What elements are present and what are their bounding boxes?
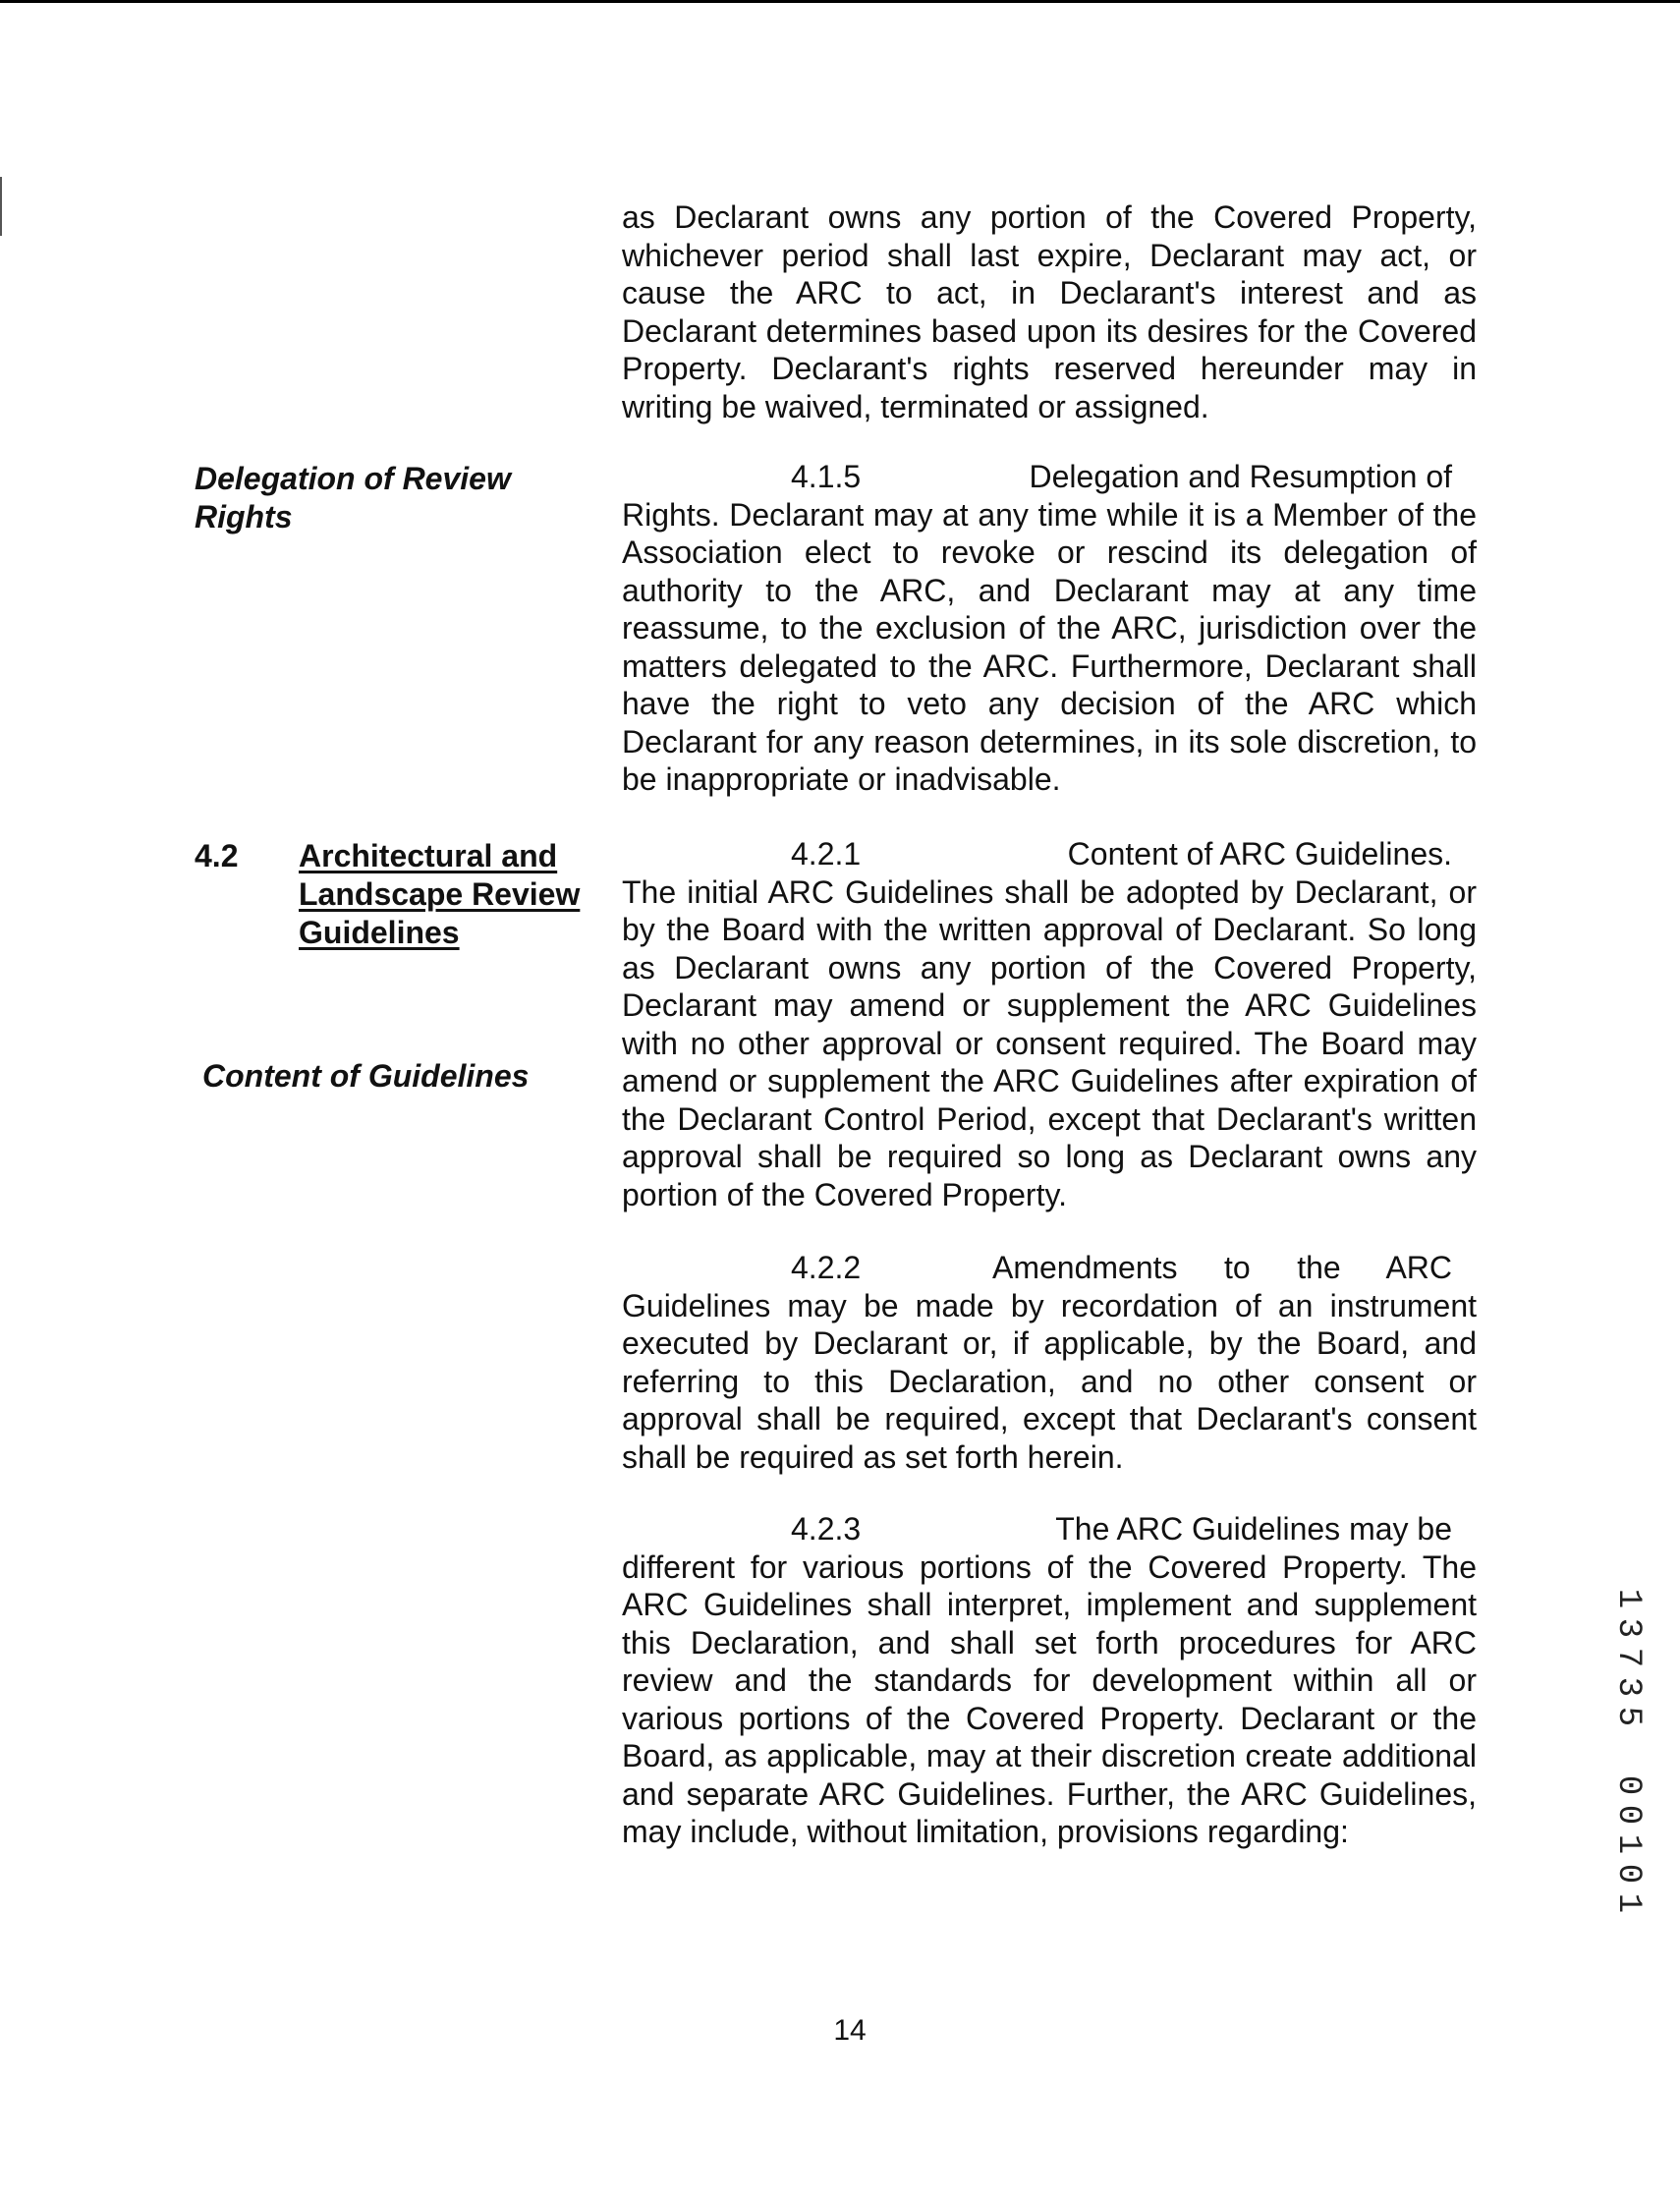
- stamp-digit: 3: [1609, 1617, 1647, 1639]
- paragraph-4-2-2-number: 4.2.2: [791, 1250, 862, 1285]
- section-title-line1: Architectural and: [299, 838, 558, 873]
- stamp-digit: 7: [1609, 1647, 1647, 1668]
- section-title-line3: Guidelines: [299, 915, 460, 950]
- side-heading-content-of-guidelines: Content of Guidelines: [202, 1058, 530, 1094]
- paragraph-4-2-1-lead: Content of ARC Guidelines.: [1067, 836, 1452, 872]
- side-heading-delegation-line2: Rights: [195, 499, 293, 535]
- page-number: 14: [833, 2014, 867, 2047]
- paragraph-4-1-5-body: Rights. Declarant may at any time while it is a Member of the Association elect to revoke or rescind its delegation of authority to the ARC, and Declarant may at any time reassume, to the exclusion of the ARC, jurisdiction over the matters delegated to the ARC. Furthermore, Declarant shall have the right to veto any decision of the ARC which Declarant for any reason determines, in its sole discretion, to be inappropriate or inadvisable.: [622, 496, 1477, 797]
- stamp-digit: 0: [1609, 1863, 1647, 1885]
- paragraph-4-2-3-lead: The ARC Guidelines may be: [1055, 1511, 1452, 1547]
- top-scan-edge: [0, 0, 1680, 3]
- paragraph-4-1-5-lead: Delegation and Resumption of: [1029, 459, 1452, 494]
- stamp-digit: 3: [1609, 1676, 1647, 1698]
- paragraph-4-2-2-lead: Amendments to the ARC: [992, 1250, 1452, 1285]
- stamp-digit: 1: [1609, 1588, 1647, 1609]
- section-heading-4-2: [195, 837, 617, 955]
- paragraph-4-2-3-number: 4.2.3: [791, 1511, 862, 1547]
- paragraph-4-2-1-body: The initial ARC Guidelines shall be adopted by Declarant, or by the Board with the written approval of Declarant. So long as Declarant owns any portion of the Covered Property, Declarant may amend or supplement the ARC Guidelines with no other approval or consent required. The Board may amend or supplement the ARC Guidelines after expiration of the Declarant Control Period, except that Declarant's written approval shall be required so long as Declarant owns any portion of the Covered Property.: [622, 873, 1477, 1212]
- paragraph-4-2-3-body: different for various portions of the Covered Property. The ARC Guidelines shall interpret, implement and supplement this Declaration, and shall set forth procedures for ARC review and the standards for development within all or various portions of the Covered Property. Declarant or the Board, as applicable, may at their discretion create additional and separate ARC Guidelines. Further, the ARC Guidelines, may include, without limitation, provisions regarding:: [622, 1548, 1477, 1849]
- side-heading-delegation: [195, 460, 511, 536]
- paragraph-4-1-5-number: 4.1.5: [791, 459, 862, 494]
- section-number: 4.2: [195, 838, 239, 873]
- stamp-digit: 5: [1609, 1706, 1647, 1727]
- paragraph-4-2-2-body: Guidelines may be made by recordation of an instrument executed by Declarant or, if applicable, by the Board, and referring to this Declaration, and no other consent or approval shall be required, except that Declarant's consent shall be required as set forth herein.: [622, 1287, 1477, 1475]
- paragraph-continuation: as Declarant owns any portion of the Covered Property, whichever period shall last expire, Declarant may act, or cause the ARC to act, in Declarant's interest and as Declarant determines based upon its desires for the Covered Property. Declarant's rights reserved hereunder may in writing be waived, terminated or assigned.: [622, 199, 1477, 424]
- paragraph-4-2-1: [622, 835, 1477, 1213]
- stamp-digit: 1: [1609, 1892, 1647, 1914]
- stamp-digit: 0: [1609, 1774, 1647, 1796]
- section-title: [299, 837, 613, 952]
- side-heading-delegation-line1: Delegation of Review: [195, 461, 511, 496]
- paragraph-4-2-1-number: 4.2.1: [791, 836, 862, 872]
- stamp-digit: 1: [1609, 1833, 1647, 1855]
- recording-stamp: [1608, 1584, 1648, 1918]
- section-title-line2: Landscape Review: [299, 876, 581, 912]
- paragraph-4-1-5: [622, 458, 1477, 799]
- paragraph-4-2-3: [622, 1510, 1477, 1851]
- paragraph-4-2-2: [622, 1249, 1477, 1476]
- left-scan-edge: [0, 177, 2, 236]
- stamp-digit: 0: [1609, 1804, 1647, 1826]
